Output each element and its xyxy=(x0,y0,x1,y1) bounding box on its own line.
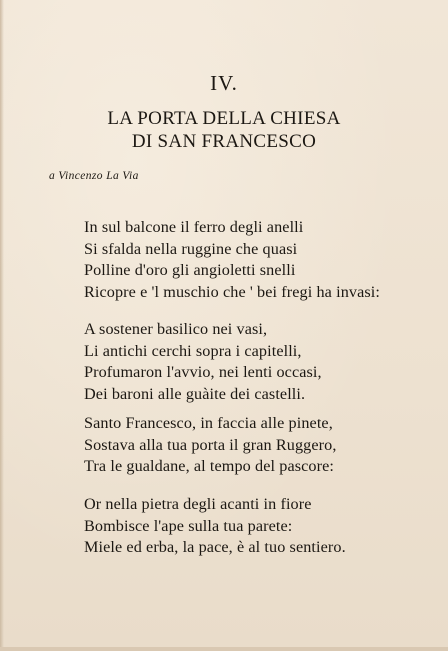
verse-line: Dei baroni alle guàite dei castelli. xyxy=(84,384,306,403)
verse-line: Sostava alla tua porta il gran Ruggero, xyxy=(84,435,337,454)
verse-line: Ricopre e 'l muschio che ' bei fregi ha invasi: xyxy=(84,282,380,301)
verse-line: Tra le gualdane, al tempo del pascore: xyxy=(84,457,334,475)
verse-line: In sul balcone il ferro degli anelli xyxy=(84,218,304,236)
verse-line: Bombisce l'ape sulla tua parete: xyxy=(84,516,293,535)
page-bottom-edge xyxy=(0,647,448,651)
dedication: a Vincenzo La Via xyxy=(49,170,139,182)
verse-line: Santo Francesco, in faccia alle pinete, xyxy=(84,414,333,432)
verse-line: Profumaron l'avvio, nei lenti occasi, xyxy=(84,363,322,381)
verse-line: Polline d'oro gli angioletti snelli xyxy=(84,261,296,279)
stanza-4 xyxy=(84,494,346,559)
poem-title-line-1: LA PORTA DELLA CHIESA xyxy=(107,108,341,129)
verse-line: Li antichi cerchi sopra i capitelli, xyxy=(84,341,302,360)
section-number: IV. xyxy=(210,71,238,95)
stanza-3 xyxy=(84,413,337,478)
verse-line: Miele ed erba, la pace, è al tuo sentiero. xyxy=(84,538,346,556)
stanza-2 xyxy=(84,319,322,405)
verse-line: Si sfalda nella ruggine che quasi xyxy=(84,239,298,258)
verse-line: Or nella pietra degli acanti in fiore xyxy=(84,495,312,513)
poem-title-line-2: DI SAN FRANCESCO xyxy=(131,131,317,152)
verse-line: A sostener basilico nei vasi, xyxy=(84,320,268,338)
page-binding-edge xyxy=(0,0,4,651)
stanza-1 xyxy=(84,217,380,303)
